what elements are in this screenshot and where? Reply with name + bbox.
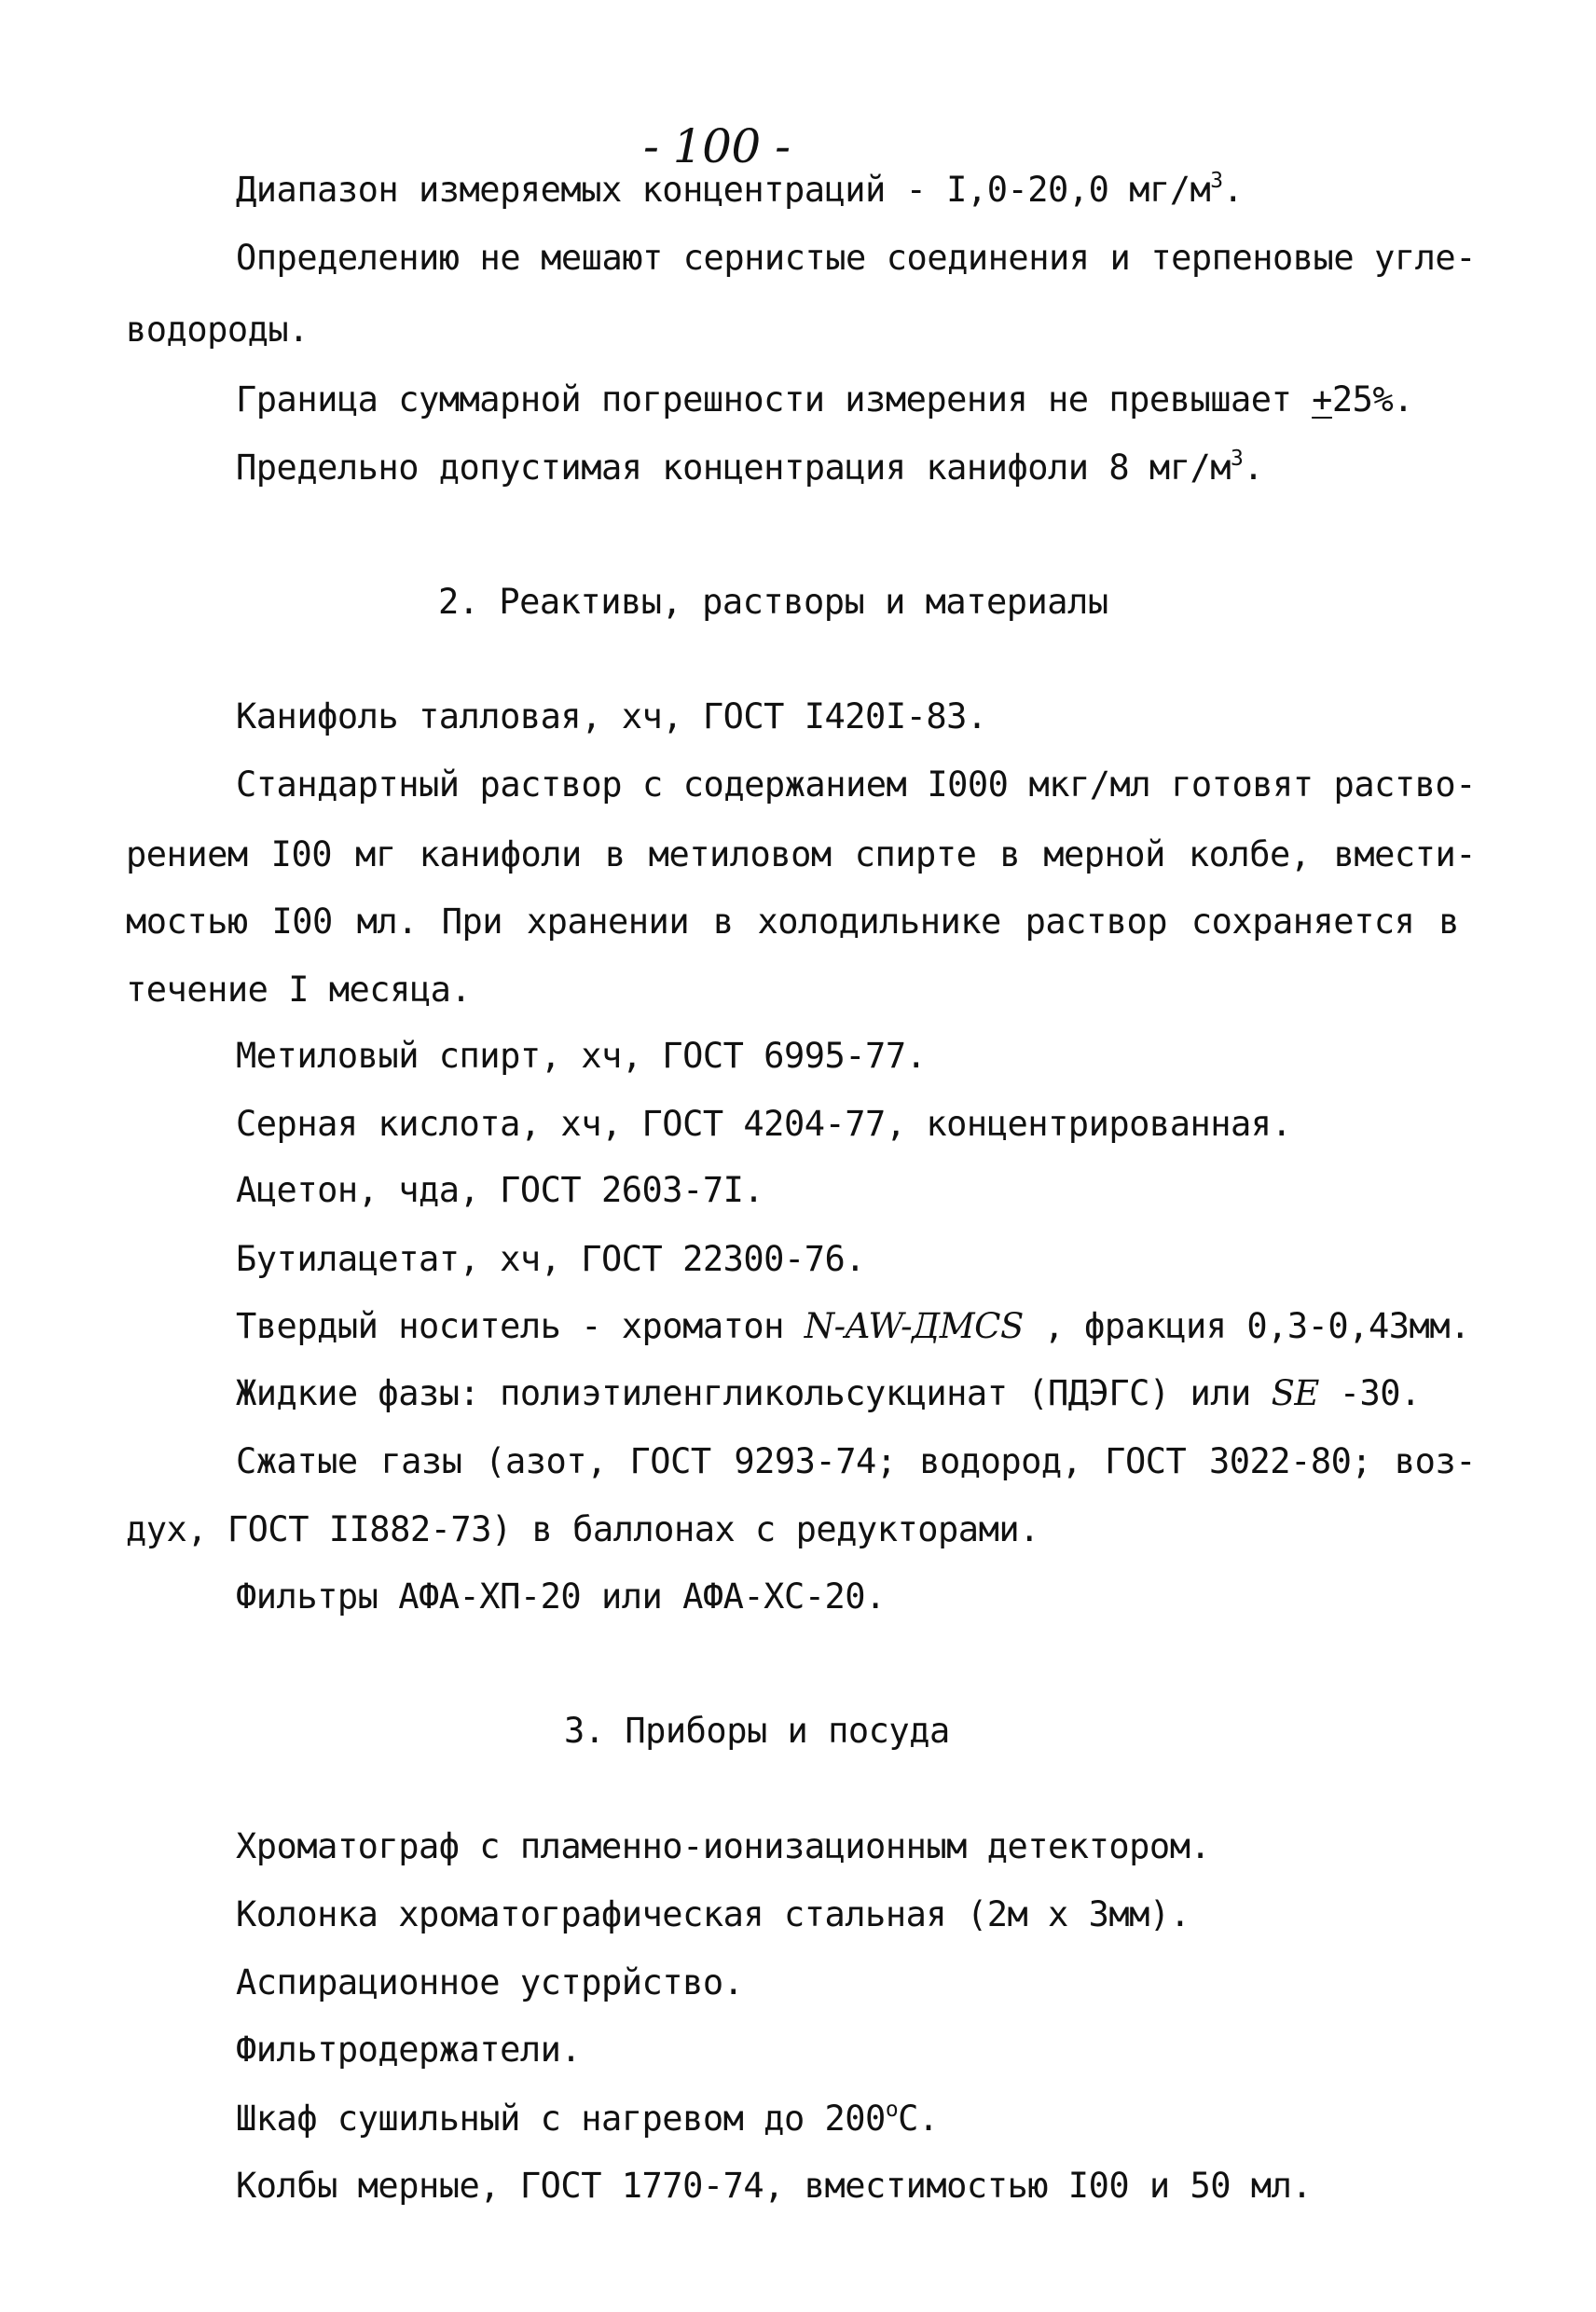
drying-oven-unit: С.: [898, 2099, 939, 2139]
reagent-item: Бутилацетат, хч, ГОСТ 22300-76.: [236, 1239, 866, 1279]
max-allowed-concentration-text: Предельно допустимая концентрация канифоли 8 мг/м: [236, 447, 1231, 488]
equipment-item: Колонка хроматографическая стальная (2м х 3мм).: [236, 1894, 1190, 1934]
solid-carrier-text: Твердый носитель - хроматон: [236, 1306, 805, 1346]
unit-exponent: 3: [1210, 169, 1223, 194]
reagent-item: Серная кислота, хч, ГОСТ 4204-77, концентрированная.: [236, 1104, 1292, 1144]
equipment-item: Хроматограф с пламенно-ионизационным детектором.: [236, 1826, 1211, 1866]
reagent-item: Метиловый спирт, хч, ГОСТ 6995-77.: [236, 1036, 927, 1076]
filters-item: Фильтры АФА-ХП-20 или АФА-ХС-20.: [236, 1576, 886, 1617]
reagent-item: рением I00 мг канифоли в метиловом спирте в мерной колбе, вмести-: [126, 834, 1476, 874]
interference-line-2: водороды.: [126, 310, 309, 350]
error-bound: [236, 379, 1414, 420]
reagent-item: мостью I00 мл. При хранении в холодильнике раствор сохраняется в: [126, 901, 1459, 942]
error-bound-value: 25%.: [1331, 379, 1414, 420]
reagent-item: Ацетон, чда, ГОСТ 2603-7I.: [236, 1170, 764, 1210]
liquid-phases: [236, 1373, 1421, 1413]
solid-carrier-fraction: , фракция 0,3-0,43мм.: [1023, 1306, 1470, 1346]
max-allowed-concentration-end: .: [1243, 447, 1264, 488]
reagent-item: Канифоль талловая, хч, ГОСТ I420I-83.: [236, 696, 987, 736]
plus-minus-sign: +: [1312, 379, 1332, 420]
drying-oven: [236, 2098, 939, 2139]
carrier-brand: N-AW-ДМСS: [804, 1306, 1024, 1346]
concentration-range: [236, 169, 1244, 210]
max-allowed-concentration: [236, 447, 1264, 488]
volumetric-flasks: Колбы мерные, ГОСТ 1770-74, вместимостью I00 и 50 мл.: [236, 2166, 1313, 2206]
error-bound-text: Граница суммарной погрешности измерения не превышает: [236, 379, 1313, 420]
drying-oven-text: Шкаф сушильный с нагревом до 200: [236, 2099, 886, 2139]
reagent-item: Стандартный раствор с содержанием I000 мкг/мл готовят раство-: [236, 764, 1476, 805]
concentration-range-text: Диапазон измеряемых концентраций - I,0-20,0 мг/м: [236, 170, 1211, 210]
equipment-item: Фильтродержатели.: [236, 2030, 582, 2070]
liquid-phases-end: -30.: [1318, 1373, 1421, 1413]
degree-sign: о: [885, 2098, 899, 2123]
section-3-heading: 3. Приборы и посуда: [564, 1711, 950, 1751]
phase-brand: SE: [1271, 1373, 1319, 1413]
reagent-item: течение I месяца.: [126, 970, 472, 1010]
equipment-item: Аспирационное устррйство.: [236, 1962, 744, 2002]
compressed-gases-line-2: дух, ГОСТ II882-73) в баллонах с редукторами.: [126, 1509, 1039, 1549]
interference-line-1: Определению не мешают сернистые соединения и терпеновые угле-: [236, 238, 1476, 278]
liquid-phases-text: Жидкие фазы: полиэтиленгликольсукцинат (ПДЭГС) или: [236, 1373, 1272, 1413]
unit-exponent: 3: [1231, 447, 1244, 472]
compressed-gases-line-1: Сжатые газы (азот, ГОСТ 9293-74; водород, ГОСТ 3022-80; воз-: [236, 1441, 1476, 1481]
concentration-range-end: .: [1222, 170, 1244, 210]
solid-carrier: [236, 1306, 1470, 1346]
section-2-heading: 2. Реактивы, растворы и материалы: [438, 582, 1108, 622]
page-number: - 100 -: [643, 119, 791, 173]
